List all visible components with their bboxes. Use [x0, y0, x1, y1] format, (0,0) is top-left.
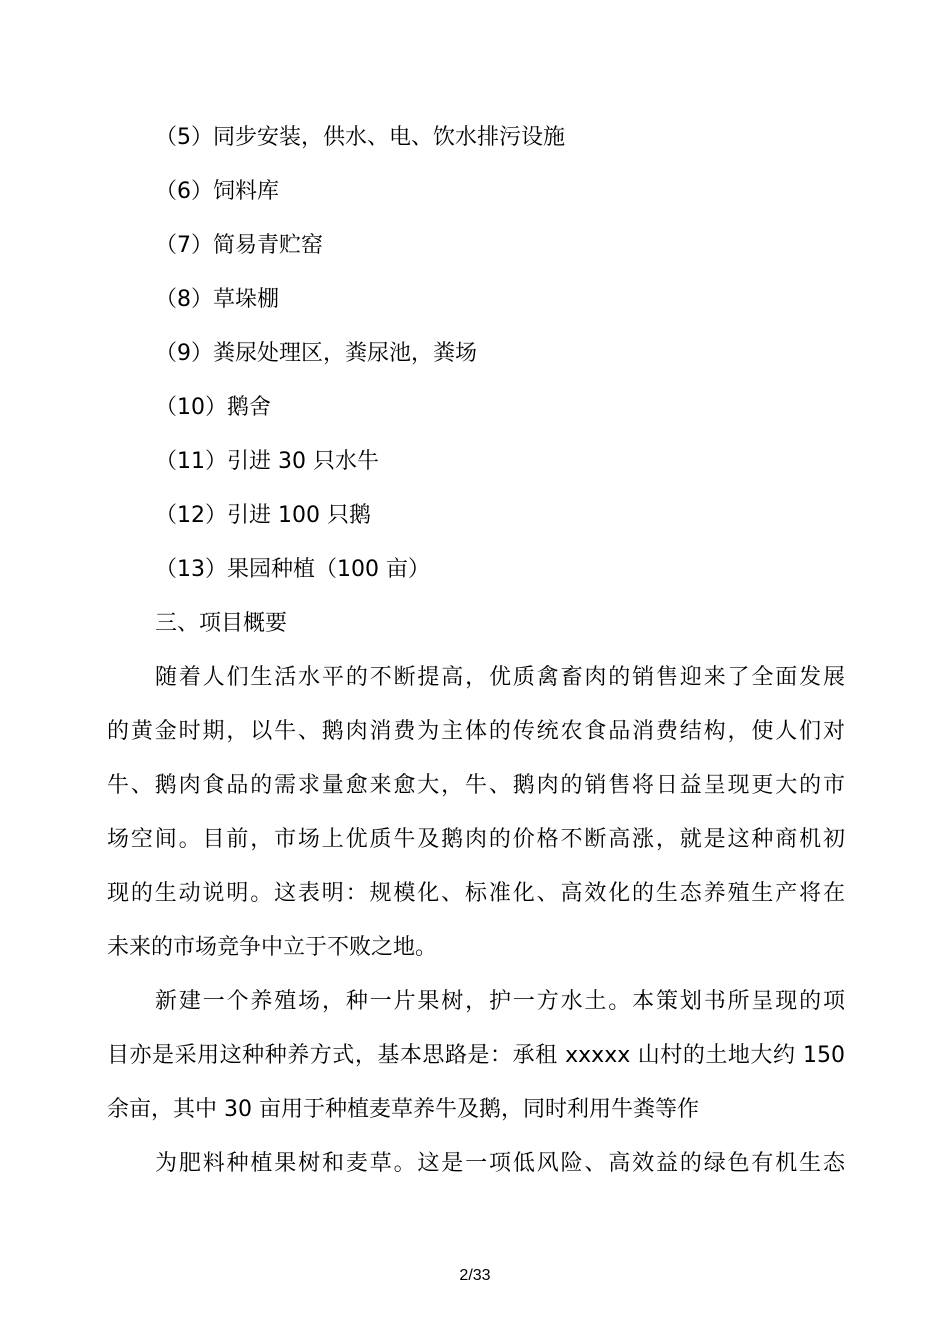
section-heading: 三、项目概要	[155, 611, 288, 636]
paragraph-line: 新建一个养殖场，种一片果树，护一方水土。本策划书所呈现的项	[155, 989, 845, 1014]
paragraph-line: 目亦是采用这种种养方式，基本思路是：承租 xxxxx 山村的土地大约 150	[107, 1043, 845, 1068]
paragraph-line: 余亩，其中 30 亩用于种植麦草养牛及鹅，同时利用牛粪等作	[107, 1097, 699, 1122]
list-item: （9）粪尿处理区，粪尿池，粪场	[155, 341, 477, 366]
list-item: （8）草垛棚	[155, 287, 279, 312]
page-number: 2/33	[459, 1267, 491, 1284]
list-item: （10）鹅舍	[155, 395, 271, 420]
list-item: （7）简易青贮窑	[155, 233, 323, 258]
list-item: （6）饲料库	[155, 179, 279, 204]
paragraph-line: 未来的市场竞争中立于不败之地。	[107, 935, 438, 960]
paragraph-line: 随着人们生活水平的不断提高，优质禽畜肉的销售迎来了全面发展	[155, 665, 845, 690]
list-item: （11）引进 30 只水牛	[155, 449, 379, 474]
list-item: （13）果园种植（100 亩）	[155, 557, 430, 582]
paragraph-line: 场空间。目前，市场上优质牛及鹅肉的价格不断高涨，就是这种商机初	[107, 827, 845, 852]
paragraph-line: 现的生动说明。这表明：规模化、标准化、高效化的生态养殖生产将在	[107, 881, 845, 906]
paragraph-line: 牛、鹅肉食品的需求量愈来愈大，牛、鹅肉的销售将日益呈现更大的市	[107, 773, 845, 798]
list-item: （5）同步安装，供水、电、饮水排污设施	[155, 125, 565, 150]
paragraph-line: 为肥料种植果树和麦草。这是一项低风险、高效益的绿色有机生态	[155, 1151, 845, 1176]
paragraph-line: 的黄金时期，以牛、鹅肉消费为主体的传统农食品消费结构，使人们对	[107, 719, 845, 744]
list-item: （12）引进 100 只鹅	[155, 503, 371, 528]
